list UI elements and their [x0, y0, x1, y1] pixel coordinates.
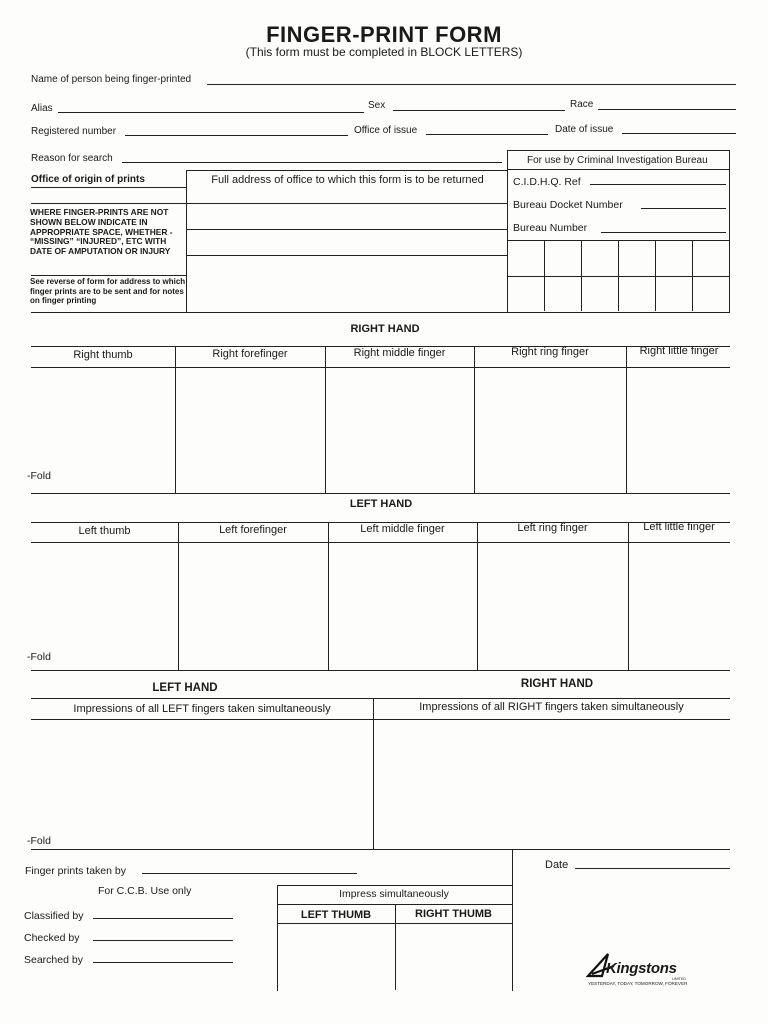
address-box-top [186, 170, 507, 171]
impress-label: Impress simultaneously [339, 888, 449, 900]
grid-col-2 [581, 240, 582, 311]
left-hand-bottom [31, 670, 730, 671]
left-thumb-heading: LEFT THUMB [300, 909, 372, 921]
sex-label: Sex [368, 100, 386, 111]
reason-field[interactable] [122, 162, 502, 163]
race-field[interactable] [598, 109, 736, 110]
office-origin-label: Office of origin of prints [31, 174, 145, 185]
bureau-number-field[interactable] [601, 232, 726, 233]
taken-by-field[interactable] [142, 873, 357, 874]
date-field[interactable] [575, 868, 730, 869]
right-ring-finger-label: Right ring finger [511, 346, 589, 358]
bureau-heading: For use by Criminal Investigation Bureau [527, 155, 708, 166]
alias-field[interactable] [58, 112, 364, 113]
right-hand-bottom [31, 493, 730, 494]
reason-label: Reason for search [31, 153, 113, 164]
right-thumb-print-area[interactable] [32, 368, 174, 492]
left-forefinger-print-area[interactable] [179, 543, 327, 669]
name-field[interactable] [207, 84, 736, 85]
checked-label: Checked by [24, 932, 80, 944]
left-middle-finger-label: Left middle finger [360, 523, 445, 535]
race-label: Race [570, 99, 594, 110]
left-forefinger-label: Left forefinger [219, 524, 287, 536]
cidhq-field[interactable] [590, 184, 726, 185]
left-thumb-label: Left thumb [78, 525, 131, 537]
right-hand-heading: RIGHT HAND [350, 323, 420, 335]
right-simultaneous-heading: RIGHT HAND [520, 678, 594, 690]
right-thumb-heading: RIGHT THUMB [415, 908, 492, 920]
form-title: FINGER-PRINT FORM [266, 22, 502, 47]
left-little-print-area[interactable] [629, 543, 729, 669]
right-simultaneous-print-area[interactable] [374, 720, 729, 848]
registered-number-field[interactable] [125, 135, 348, 136]
sex-field[interactable] [393, 110, 565, 111]
form-subtitle: (This form must be completed in BLOCK LETTERS) [245, 45, 523, 59]
address-line-1[interactable] [31, 203, 507, 204]
name-label: Name of person being finger-printed [31, 74, 192, 85]
fold-label-3: -Fold [27, 835, 51, 847]
left-thumb-print-area[interactable] [32, 543, 177, 669]
right-forefinger-print-area[interactable] [176, 368, 324, 492]
fold-label-1: -Fold [27, 470, 51, 482]
right-thumb-impress-area[interactable] [396, 924, 511, 989]
office-origin-line[interactable] [31, 187, 186, 188]
registered-number-label: Registered number [31, 126, 117, 137]
address-line-3[interactable] [186, 255, 507, 256]
left-hand-heading: LEFT HAND [349, 498, 413, 510]
ccb-label: For C.C.B. Use only [98, 885, 192, 897]
bureau-number-label: Bureau Number [513, 222, 588, 234]
right-middle-finger-label: Right middle finger [353, 347, 446, 359]
office-of-issue-field[interactable] [426, 134, 548, 135]
grid-col-3 [618, 240, 619, 311]
fold-label-2: -Fold [27, 651, 51, 663]
alias-label: Alias [31, 103, 53, 114]
grid-col-1 [544, 240, 545, 311]
date-of-issue-label: Date of issue [555, 124, 614, 135]
simultaneous-bottom [31, 849, 730, 850]
logo-limited: LIMITED [672, 977, 686, 981]
grid-col-5 [692, 240, 693, 311]
left-ring-finger-label: Left ring finger [517, 522, 588, 534]
date-label: Date [545, 859, 569, 871]
cidhq-label: C.I.D.H.Q. Ref [513, 176, 581, 188]
left-little-finger-label: Left little finger [643, 521, 715, 533]
reverse-form-note: See reverse of form for address to which finger prints are to be sent and for notes on finger printing [30, 277, 186, 305]
searched-field[interactable] [93, 962, 233, 963]
classified-field[interactable] [93, 918, 233, 919]
right-middle-print-area[interactable] [326, 368, 473, 492]
left-thumb-impress-area[interactable] [278, 924, 394, 989]
bureau-heading-line [507, 169, 729, 170]
checked-field[interactable] [93, 940, 233, 941]
address-line-2[interactable] [186, 229, 507, 230]
left-simultaneous-print-area[interactable] [32, 720, 372, 848]
left-simultaneous-caption: Impressions of all LEFT fingers taken simultaneously [73, 703, 331, 715]
logo-tagline: YESTERDAY, TODAY, TOMORROW, FOREVER [588, 981, 688, 986]
missing-fingers-note: WHERE FINGER-PRINTS ARE NOT SHOWN BELOW INDICATE IN APPROPRIATE SPACE, WHETHER - “MISSING” “INJURED”, ETC WITH DATE OF AMPUTATION OR INJURY [30, 207, 173, 257]
full-address-label: Full address of office to which this form is to be returned [211, 174, 484, 186]
taken-by-label: Finger prints taken by [25, 865, 126, 877]
right-thumb-label: Right thumb [73, 349, 133, 361]
docket-label: Bureau Docket Number [513, 199, 623, 211]
left-ring-print-area[interactable] [478, 543, 627, 669]
right-ring-print-area[interactable] [475, 368, 625, 492]
note-divider [31, 275, 186, 276]
grid-col-4 [655, 240, 656, 311]
right-simultaneous-caption: Impressions of all RIGHT fingers taken simultaneously [419, 701, 684, 713]
logo-name: Kingstons [606, 960, 677, 977]
left-simultaneous-heading: LEFT HAND [152, 682, 218, 694]
date-of-issue-field[interactable] [622, 133, 736, 134]
simultaneous-top [31, 698, 730, 699]
left-middle-print-area[interactable] [329, 543, 476, 669]
searched-label: Searched by [24, 954, 83, 966]
right-forefinger-label: Right forefinger [212, 348, 288, 360]
office-of-issue-label: Office of issue [354, 125, 418, 136]
classified-label: Classified by [24, 910, 84, 922]
right-little-print-area[interactable] [627, 368, 729, 492]
docket-field[interactable] [641, 208, 726, 209]
kingstons-logo [586, 952, 716, 992]
right-little-finger-label: Right little finger [639, 345, 719, 357]
